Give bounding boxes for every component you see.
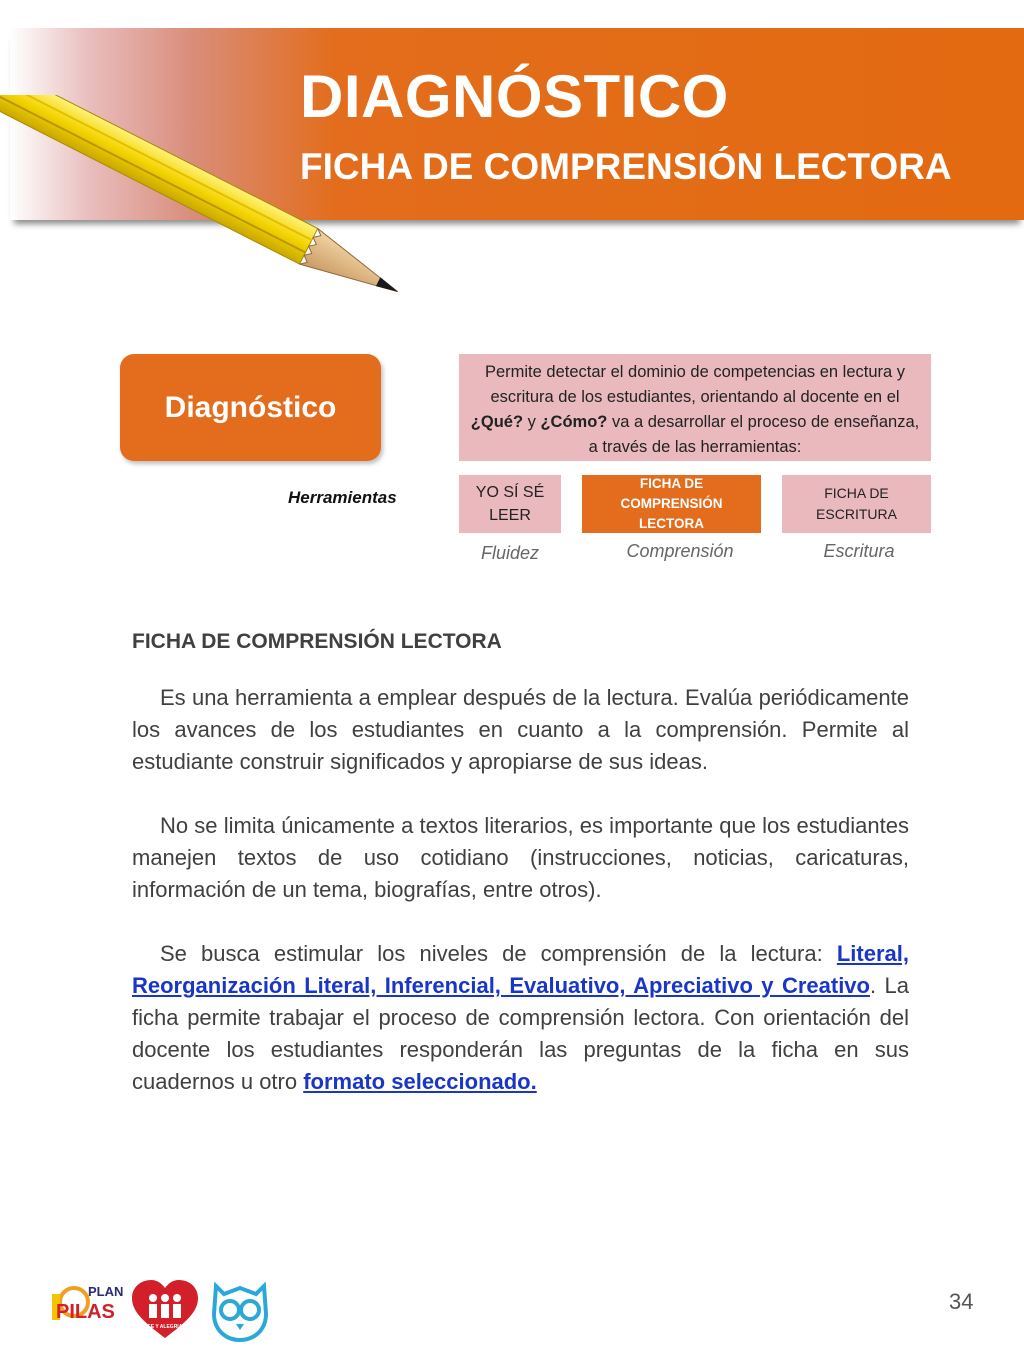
tool-ficha-comprension bbox=[582, 475, 761, 533]
pilas-logo-text: PILAS bbox=[56, 1301, 115, 1323]
paragraph-3-dot: . bbox=[869, 973, 877, 998]
caption-fluidez: Fluidez bbox=[480, 543, 540, 563]
caption-escritura: Escritura bbox=[823, 541, 895, 561]
owl-logo-icon bbox=[214, 1286, 266, 1340]
diagnostico-box: Diagnóstico bbox=[120, 354, 381, 461]
section-heading: FICHA DE COMPRENSIÓN LECTORA bbox=[132, 630, 502, 653]
pencil-icon bbox=[0, 95, 440, 305]
fe-y-alegria-heart-icon bbox=[132, 1280, 198, 1338]
page-title: DIAGNÓSTICO bbox=[300, 63, 729, 130]
tool-label: FICHA DE COMPRENSIÓN LECTORA bbox=[620, 476, 723, 531]
paragraph-2: No se limita únicamente a textos literarios, es importante que los estudiantes manejen textos de uso cotidiano (instrucciones, noticias, caricaturas, información de un tema, biografías, entre otros). bbox=[132, 813, 909, 902]
tool-yo-si-se-leer bbox=[459, 475, 561, 533]
page-number: 34 bbox=[949, 1289, 974, 1314]
description-box bbox=[459, 354, 931, 461]
heart-logo-text: FE Y ALEGRIA bbox=[147, 1324, 183, 1330]
plan-logo-text: PLAN bbox=[88, 1284, 124, 1299]
plan-pilas-logo bbox=[52, 1284, 123, 1323]
tool-ficha-escritura bbox=[782, 475, 931, 533]
caption-comprension: Comprensión bbox=[626, 541, 734, 561]
paragraph-3 bbox=[132, 938, 909, 1098]
paragraph-1: Es una herramienta a emplear después de la lectura. Evalúa periódicamente los avances de los estudiantes en cuanto a la comprensión. Permite al estudiante construir significados y apropiarse de sus ideas. bbox=[132, 685, 909, 774]
description-text-2: va a desarrollar el proceso de enseñanza, a través de las herramientas: bbox=[588, 413, 920, 456]
selected-format-link[interactable]: formato seleccionado. bbox=[303, 1069, 537, 1094]
paragraph-3-rest: La ficha permite trabajar el proceso de comprensión lectora. Con orientación del docente los estudiantes responderán las preguntas de la ficha en sus cuadernos u otro bbox=[132, 973, 909, 1094]
tools-label: Herramientas bbox=[288, 488, 397, 507]
description-como: ¿Cómo? bbox=[540, 413, 608, 431]
description-que: ¿Qué? bbox=[470, 413, 524, 431]
footer-logos bbox=[44, 1278, 284, 1342]
paragraph-3-intro: Se busca estimular los niveles de comprensión de la lectura: bbox=[160, 941, 837, 966]
tool-label: YO SÍ SÉ LEER bbox=[475, 484, 545, 524]
comprehension-levels-link[interactable]: Literal, Reorganización Literal, Inferencial, Evaluativo, Apreciativo y Creativo bbox=[132, 941, 909, 998]
description-text-1: Permite detectar el dominio de competencias en lectura y escritura de los estudiantes, orientando al docente en el bbox=[484, 363, 906, 406]
description-y: y bbox=[523, 413, 541, 431]
body-content bbox=[132, 626, 909, 1130]
page-subtitle: FICHA DE COMPRENSIÓN LECTORA bbox=[300, 146, 952, 187]
tool-label: FICHA DE ESCRITURA bbox=[816, 485, 897, 522]
